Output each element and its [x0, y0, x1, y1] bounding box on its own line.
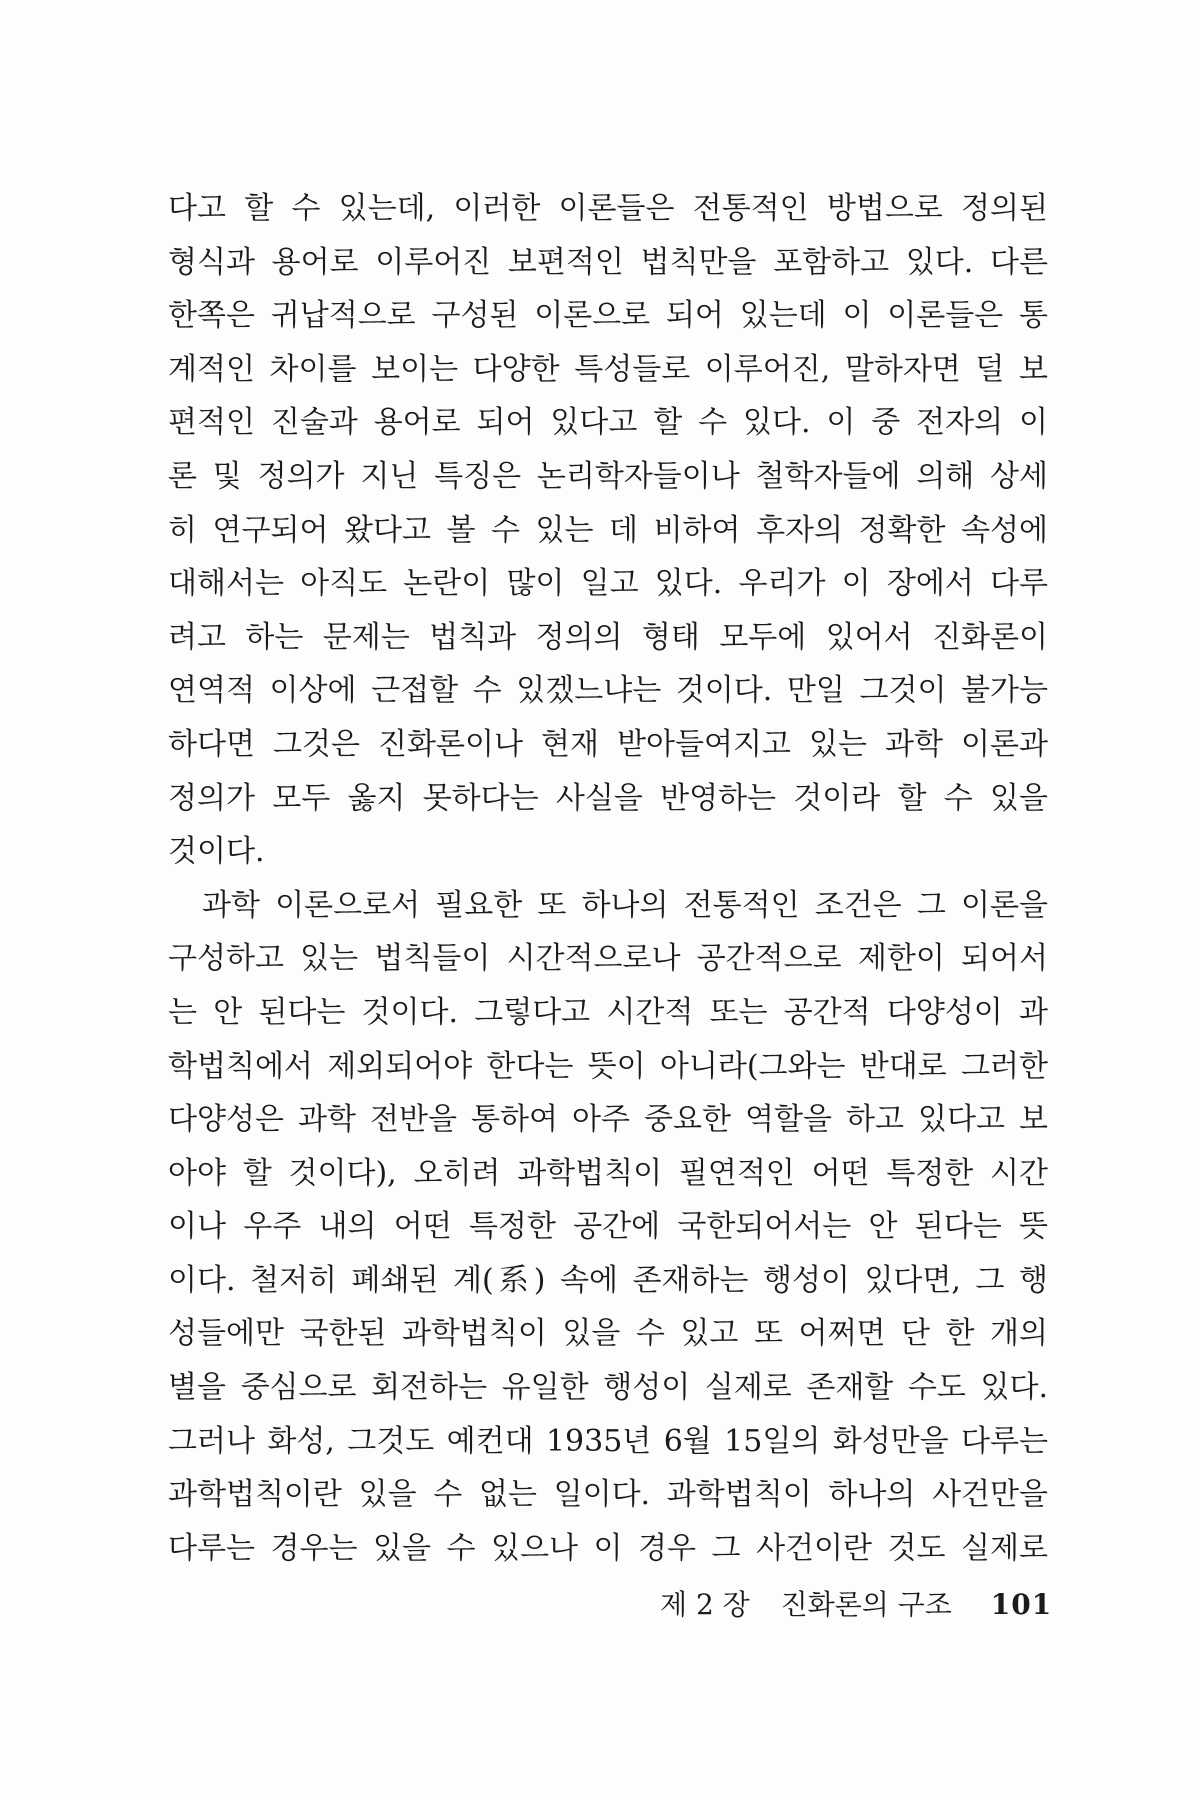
- text-line: 대해서는 아직도 논란이 많이 일고 있다. 우리가 이 장에서 다루: [168, 566, 1048, 602]
- running-footer: [660, 1585, 1053, 1625]
- text-line: 계적인 차이를 보이는 다양한 특성들로 이루어진, 말하자면 덜 보: [168, 351, 1048, 387]
- text-line: 다양성은 과학 전반을 통하여 아주 중요한 역할을 하고 있다고 보: [168, 1102, 1048, 1138]
- body-text: [168, 182, 1048, 1575]
- text-line: 히 연구되어 왔다고 볼 수 있는 데 비하여 후자의 정확한 속성에: [168, 512, 1048, 548]
- text-line: 론 및 정의가 지닌 특징은 논리학자들이나 철학자들에 의해 상세: [168, 458, 1048, 494]
- text-line: 이나 우주 내의 어떤 특정한 공간에 국한되어서는 안 된다는 뜻: [168, 1209, 1048, 1245]
- text-line: 정의가 모두 옳지 못하다는 사실을 반영하는 것이라 할 수 있을: [168, 780, 1048, 816]
- text-line: 과학법칙이란 있을 수 없는 일이다. 과학법칙이 하나의 사건만을: [168, 1477, 1048, 1513]
- text-line: 다루는 경우는 있을 수 있으나 이 경우 그 사건이란 것도 실제로: [168, 1530, 1048, 1566]
- paragraph-start-line: 과학 이론으로서 필요한 또 하나의 전통적인 조건은 그 이론을: [202, 887, 1048, 923]
- text-line: 이다. 철저히 폐쇄된 계(系) 속에 존재하는 행성이 있다면, 그 행: [168, 1262, 1048, 1298]
- text-line: 편적인 진술과 용어로 되어 있다고 할 수 있다. 이 중 전자의 이: [168, 405, 1048, 441]
- text-line: 성들에만 국한된 과학법칙이 있을 수 있고 또 어쩌면 단 한 개의: [168, 1316, 1048, 1352]
- chapter-title: 진화론의 구조: [780, 1588, 952, 1621]
- text-line: 한쪽은 귀납적으로 구성된 이론으로 되어 있는데 이 이론들은 통: [168, 298, 1048, 334]
- text-line: 연역적 이상에 근접할 수 있겠느냐는 것이다. 만일 그것이 불가능: [168, 673, 1048, 709]
- text-line: 별을 중심으로 회전하는 유일한 행성이 실제로 존재할 수도 있다.: [168, 1370, 1048, 1406]
- paragraph-end-line: 것이다.: [168, 834, 265, 870]
- text-line: 그러나 화성, 그것도 예컨대 1935년 6월 15일의 화성만을 다루는: [168, 1423, 1048, 1459]
- text-line: 학법칙에서 제외되어야 한다는 뜻이 아니라(그와는 반대로 그러한: [168, 1048, 1048, 1084]
- text-line: 구성하고 있는 법칙들이 시간적으로나 공간적으로 제한이 되어서: [168, 941, 1048, 977]
- text-line: 하다면 그것은 진화론이나 현재 받아들여지고 있는 과학 이론과: [168, 726, 1048, 762]
- text-line: 는 안 된다는 것이다. 그렇다고 시간적 또는 공간적 다양성이 과: [168, 994, 1048, 1030]
- page-number: 101: [990, 1588, 1053, 1621]
- text-line: 려고 하는 문제는 법칙과 정의의 형태 모두에 있어서 진화론이: [168, 619, 1048, 655]
- text-line: 다고 할 수 있는데, 이러한 이론들은 전통적인 방법으로 정의된: [168, 191, 1048, 226]
- chapter-label: 제 2 장: [660, 1588, 750, 1621]
- text-line: 형식과 용어로 이루어진 보편적인 법칙만을 포함하고 있다. 다른: [168, 244, 1048, 280]
- text-line: 아야 할 것이다), 오히려 과학법칙이 필연적인 어떤 특정한 시간: [168, 1155, 1048, 1191]
